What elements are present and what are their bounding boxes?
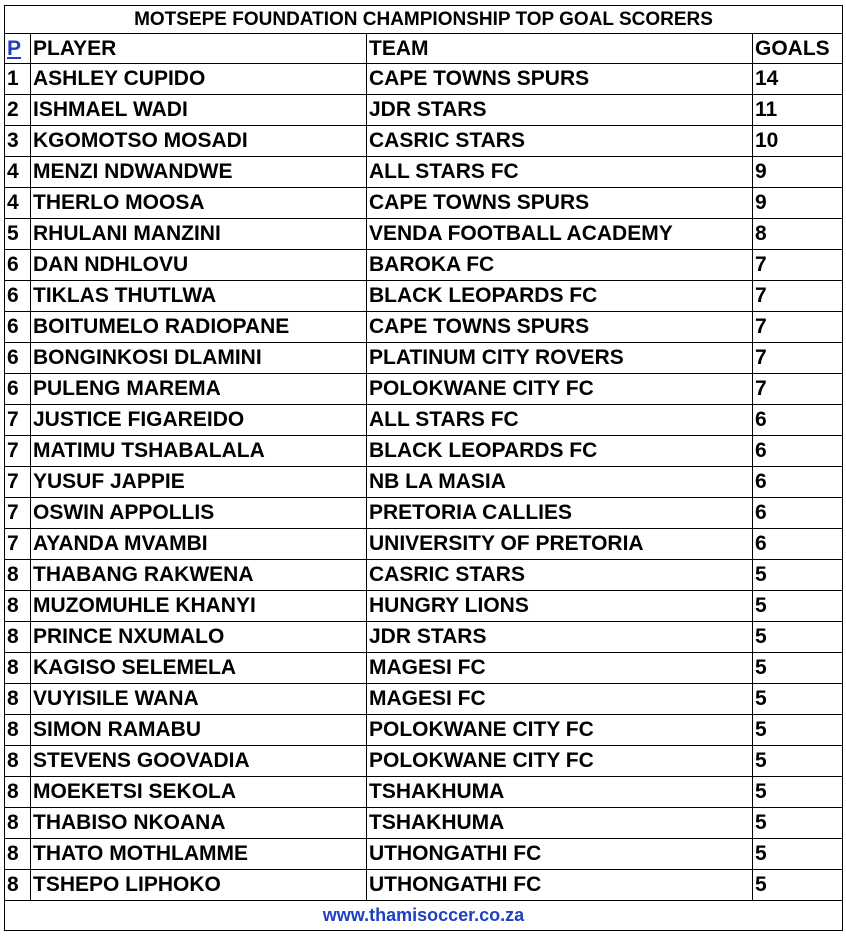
position-cell: 8 (5, 715, 31, 746)
table-title: MOTSEPE FOUNDATION CHAMPIONSHIP TOP GOAL SCORERS (5, 6, 843, 34)
table-row (5, 250, 843, 281)
goals-cell: 9 (753, 188, 843, 219)
position-cell: 6 (5, 343, 31, 374)
player-name-cell: SIMON RAMABU (31, 715, 367, 746)
player-name-cell: JUSTICE FIGAREIDO (31, 405, 367, 436)
goals-column-header: GOALS (753, 34, 843, 64)
goals-cell: 5 (753, 870, 843, 901)
player-name-cell: OSWIN APPOLLIS (31, 498, 367, 529)
table-row (5, 95, 843, 126)
goals-cell: 6 (753, 529, 843, 560)
position-cell: 6 (5, 312, 31, 343)
team-name-cell: PRETORIA CALLIES (367, 498, 753, 529)
player-name-cell: THERLO MOOSA (31, 188, 367, 219)
player-name-cell: RHULANI MANZINI (31, 219, 367, 250)
goals-cell: 5 (753, 591, 843, 622)
table-row (5, 126, 843, 157)
table-row (5, 715, 843, 746)
team-name-cell: UTHONGATHI FC (367, 839, 753, 870)
player-name-cell: ISHMAEL WADI (31, 95, 367, 126)
position-cell: 7 (5, 498, 31, 529)
goals-cell: 9 (753, 157, 843, 188)
player-name-cell: DAN NDHLOVU (31, 250, 367, 281)
table-row (5, 560, 843, 591)
position-cell: 4 (5, 157, 31, 188)
position-column-header[interactable]: P (5, 34, 31, 64)
team-name-cell: POLOKWANE CITY FC (367, 715, 753, 746)
position-cell: 8 (5, 839, 31, 870)
goals-cell: 5 (753, 684, 843, 715)
table-row (5, 281, 843, 312)
player-name-cell: THABISO NKOANA (31, 808, 367, 839)
goals-cell: 5 (753, 777, 843, 808)
player-name-cell: PRINCE NXUMALO (31, 622, 367, 653)
table-row (5, 343, 843, 374)
goals-cell: 6 (753, 467, 843, 498)
player-column-header: PLAYER (31, 34, 367, 64)
table-row (5, 498, 843, 529)
scorer-rows (5, 64, 843, 901)
player-name-cell: VUYISILE WANA (31, 684, 367, 715)
player-name-cell: MENZI NDWANDWE (31, 157, 367, 188)
player-name-cell: BONGINKOSI DLAMINI (31, 343, 367, 374)
table-row (5, 312, 843, 343)
goals-cell: 7 (753, 281, 843, 312)
team-name-cell: CAPE TOWNS SPURS (367, 64, 753, 95)
position-cell: 2 (5, 95, 31, 126)
position-cell: 6 (5, 374, 31, 405)
position-cell: 6 (5, 250, 31, 281)
team-name-cell: CASRIC STARS (367, 560, 753, 591)
table-row (5, 839, 843, 870)
position-cell: 7 (5, 529, 31, 560)
goals-cell: 7 (753, 250, 843, 281)
position-cell: 8 (5, 560, 31, 591)
player-name-cell: THATO MOTHLAMME (31, 839, 367, 870)
goals-cell: 5 (753, 622, 843, 653)
goals-cell: 6 (753, 498, 843, 529)
table-row (5, 808, 843, 839)
position-cell: 8 (5, 653, 31, 684)
goals-cell: 6 (753, 405, 843, 436)
player-name-cell: PULENG MAREMA (31, 374, 367, 405)
player-name-cell: STEVENS GOOVADIA (31, 746, 367, 777)
website-link[interactable]: www.thamisoccer.co.za (5, 901, 843, 931)
team-name-cell: ALL STARS FC (367, 405, 753, 436)
goals-cell: 5 (753, 839, 843, 870)
player-name-cell: TSHEPO LIPHOKO (31, 870, 367, 901)
position-cell: 5 (5, 219, 31, 250)
team-name-cell: CAPE TOWNS SPURS (367, 188, 753, 219)
table-row (5, 653, 843, 684)
position-cell: 8 (5, 591, 31, 622)
position-cell: 8 (5, 622, 31, 653)
table-row (5, 777, 843, 808)
team-name-cell: BLACK LEOPARDS FC (367, 436, 753, 467)
goals-cell: 5 (753, 715, 843, 746)
team-name-cell: HUNGRY LIONS (367, 591, 753, 622)
position-cell: 4 (5, 188, 31, 219)
footer-row (5, 901, 843, 931)
table-row (5, 870, 843, 901)
goals-cell: 7 (753, 343, 843, 374)
goals-cell: 5 (753, 560, 843, 591)
team-name-cell: POLOKWANE CITY FC (367, 746, 753, 777)
team-name-cell: POLOKWANE CITY FC (367, 374, 753, 405)
goals-cell: 11 (753, 95, 843, 126)
player-name-cell: YUSUF JAPPIE (31, 467, 367, 498)
team-name-cell: PLATINUM CITY ROVERS (367, 343, 753, 374)
position-cell: 7 (5, 467, 31, 498)
table-row (5, 157, 843, 188)
position-cell: 8 (5, 870, 31, 901)
table-row (5, 622, 843, 653)
position-cell: 8 (5, 808, 31, 839)
position-cell: 1 (5, 64, 31, 95)
goals-cell: 7 (753, 374, 843, 405)
table-row (5, 746, 843, 777)
goals-cell: 6 (753, 436, 843, 467)
position-cell: 8 (5, 746, 31, 777)
team-name-cell: JDR STARS (367, 622, 753, 653)
goals-cell: 5 (753, 653, 843, 684)
table-row (5, 591, 843, 622)
position-cell: 6 (5, 281, 31, 312)
goals-cell: 5 (753, 746, 843, 777)
position-cell: 7 (5, 436, 31, 467)
header-row (5, 34, 843, 64)
top-scorers-table (4, 5, 843, 931)
player-name-cell: ASHLEY CUPIDO (31, 64, 367, 95)
position-cell: 7 (5, 405, 31, 436)
goals-cell: 5 (753, 808, 843, 839)
player-name-cell: TIKLAS THUTLWA (31, 281, 367, 312)
team-name-cell: UNIVERSITY OF PRETORIA (367, 529, 753, 560)
table-row (5, 374, 843, 405)
team-name-cell: JDR STARS (367, 95, 753, 126)
title-row (5, 6, 843, 34)
player-name-cell: KAGISO SELEMELA (31, 653, 367, 684)
table-row (5, 467, 843, 498)
team-name-cell: CASRIC STARS (367, 126, 753, 157)
player-name-cell: AYANDA MVAMBI (31, 529, 367, 560)
goals-cell: 8 (753, 219, 843, 250)
table-row (5, 529, 843, 560)
table-row (5, 405, 843, 436)
table-row (5, 436, 843, 467)
team-name-cell: MAGESI FC (367, 684, 753, 715)
player-name-cell: MOEKETSI SEKOLA (31, 777, 367, 808)
table-row (5, 219, 843, 250)
team-name-cell: CAPE TOWNS SPURS (367, 312, 753, 343)
team-column-header: TEAM (367, 34, 753, 64)
team-name-cell: ALL STARS FC (367, 157, 753, 188)
goals-cell: 14 (753, 64, 843, 95)
table-row (5, 64, 843, 95)
team-name-cell: TSHAKHUMA (367, 808, 753, 839)
team-name-cell: BAROKA FC (367, 250, 753, 281)
goals-cell: 7 (753, 312, 843, 343)
team-name-cell: NB LA MASIA (367, 467, 753, 498)
player-name-cell: MATIMU TSHABALALA (31, 436, 367, 467)
team-name-cell: BLACK LEOPARDS FC (367, 281, 753, 312)
player-name-cell: MUZOMUHLE KHANYI (31, 591, 367, 622)
position-cell: 8 (5, 684, 31, 715)
player-name-cell: KGOMOTSO MOSADI (31, 126, 367, 157)
goals-cell: 10 (753, 126, 843, 157)
player-name-cell: THABANG RAKWENA (31, 560, 367, 591)
position-cell: 8 (5, 777, 31, 808)
team-name-cell: TSHAKHUMA (367, 777, 753, 808)
team-name-cell: UTHONGATHI FC (367, 870, 753, 901)
team-name-cell: VENDA FOOTBALL ACADEMY (367, 219, 753, 250)
position-cell: 3 (5, 126, 31, 157)
team-name-cell: MAGESI FC (367, 653, 753, 684)
table-row (5, 188, 843, 219)
table-row (5, 684, 843, 715)
player-name-cell: BOITUMELO RADIOPANE (31, 312, 367, 343)
